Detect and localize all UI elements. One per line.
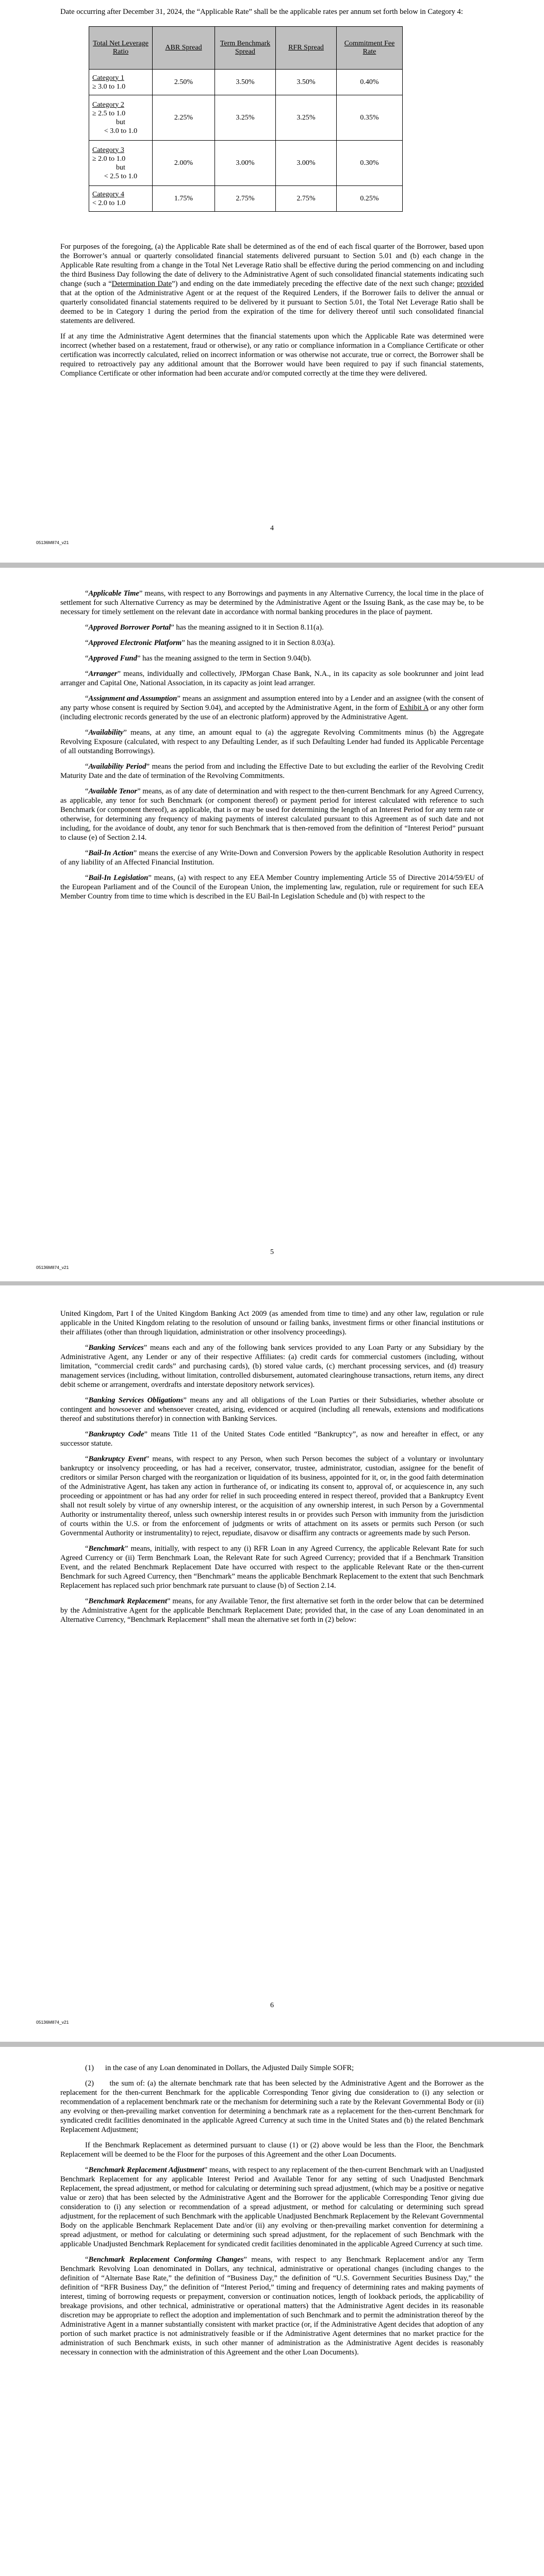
category-condition: < 2.0 to 1.0 (92, 199, 126, 207)
definition-availability: “Availability” means, at any time, an amount equal to (a) the aggregate Revolving Commitments minus (b) the Aggregate Revolving Exposure (calculated, with respect to any Defaulting Lender, as if such Defaulting Lender had funded its Applicable Percentage of all outstanding Borrowings). (60, 728, 484, 755)
page2-body (60, 589, 484, 907)
definition-benchmark: “Benchmark” means, initially, with respect to any (i) RFR Loan in any Agreed Currency, the applicable Relevant Rate for such Agreed Currency or (ii) Term Benchmark Loan, the Relevant Rate for such Agreed Currency; provided that if a Benchmark Transition Event, and the related Benchmark Replacement Date have occurred with respect to the applicable Relevant Rate or the then-current Benchmark for such Agreed Currency, then “Benchmark” means the applicable Benchmark Replacement to the extent that such Benchmark Replacement has replaced such prior benchmark rate pursuant to clause (b) of Section 2.14. (60, 1545, 484, 1590)
replacement-item-1: (1) in the case of any Loan denominated in Dollars, the Adjusted Daily Simple SOFR; (85, 2064, 354, 2072)
document-page-1 (0, 0, 544, 562)
table-row (89, 70, 403, 95)
document-id: 05136M874_v21 (36, 1265, 69, 1270)
definition-benchmark-replacement-adjustment: “Benchmark Replacement Adjustment” means, with respect to any replacement of the then-current Benchmark with an Unadjusted Benchmark Replacement for any applicable Interest Period and Available Tenor for any setting of such Unadjusted Benchmark Replacement, the spread adjustment, or method for calculating or determining such spread adjustment, (which may be a positive or negative value or zero) that has been selected by the Administrative Agent and the Borrower for the applicable Corresponding Tenor giving due consideration to (i) any selection or recommendation of a spread adjustment, or method for calculating or determining such spread adjustment, for the replacement of such Benchmark with the applicable Unadjusted Benchmark Replacement by the Relevant Governmental Body on the applicable Benchmark Replacement Date and/or (ii) any evolving or then-prevailing market convention for determining a spread adjustment, or method for calculating or determining such spread adjustment, for the replacement of such Benchmark with the applicable Unadjusted Benchmark Replacement for syndicated credit facilities denominated in the applicable Agreed Currency at such time. (60, 2166, 484, 2248)
bail-in-continuation: United Kingdom, Part I of the United Kingdom Banking Act 2009 (as amended from time to time) and any other law, regulation or rule applicable in the United Kingdom relating to the resolution of unsound or failing banks, investment firms or other financial institutions or their affiliates (other than through liquidation, administration or other insolvency proceedings). (60, 1310, 484, 1336)
table-row (89, 186, 403, 212)
rfr-value: 3.50% (276, 70, 337, 95)
document-page-2 (0, 569, 544, 1280)
defined-term: Determination Date (111, 280, 172, 288)
rfr-value: 3.00% (276, 141, 337, 186)
category-condition: but (116, 118, 125, 126)
page-number: 5 (270, 1248, 274, 1256)
replacement-item-2: (2) the sum of: (a) the alternate benchmark rate that has been selected by the Administrative Agent and the Borrower as the replacement for the then-current Benchmark for the applicable Corresponding Tenor giving due consideration to (i) any selection or recommendation of a replacement benchmark rate or the mechanism for determining such a rate by the Relevant Governmental Body or (ii) any evolving or then-prevailing market convention for determining a benchmark rate as a replacement for the then-current Benchmark for syndicated credit facilities denominated in the applicable Agreed Currency at such time in the United States and (b) the related Benchmark Replacement Adjustment; (60, 2079, 484, 2134)
term-value: 2.75% (215, 186, 276, 212)
fee-value: 0.40% (337, 70, 403, 95)
table-row (89, 141, 403, 186)
rfr-value: 3.25% (276, 95, 337, 141)
page-separator (0, 2042, 544, 2047)
definition-bail-in-legislation: “Bail-In Legislation” means, (a) with respect to any EEA Member Country implementing Article 55 of Directive 2014/59/EU of the European Parliament and of the Council of the European Union, the implementing law, regulation, rule or requirement for such EEA Member Country from time to time which is described in the EU Bail-In Legislation Schedule and (b) with respect to the (60, 874, 484, 901)
definition-available-tenor: “Available Tenor” means, as of any date of determination and with respect to the then-current Benchmark for any Agreed Currency, as applicable, any tenor for such Benchmark (or component thereof) or payment period for interest calculated with reference to such Benchmark (or component thereof), as applicable, that is or may be used for determining the length of an Interest Period for any term rate or otherwise, for determining any frequency of making payments of interest calculated pursuant to this Agreement as of such date and not including, for the avoidance of doubt, any tenor for such Benchmark that is then-removed from the definition of “Interest Period” pursuant to clause (e) of Section 2.14. (60, 787, 484, 842)
rfr-value: 2.75% (276, 186, 337, 212)
category-cell (89, 70, 153, 95)
category-label: Category 2 (92, 100, 124, 109)
page-separator (0, 563, 544, 568)
definition-benchmark-conforming-changes: “Benchmark Replacement Conforming Changes” means, with respect to any Benchmark Replacement and/or any Term Benchmark Revolving Loan denominated in Dollars, any technical, administrative or operational changes (including changes to the definition of “Alternate Base Rate,” the definition of “Business Day,” the definition of “U.S. Government Securities Business Day,” the definition of “RFR Business Day,” the definition of “Interest Period,” timing and frequency of determining rates and making payments of interest, timing of borrowing requests or prepayment, conversion or continuation notices, length of lookback periods, the applicability of breakage provisions, and other technical, administrative or operational matters) that the Administrative Agent decides in its reasonable discretion may be appropriate to reflect the adoption and implementation of such Benchmark and to permit the administration thereof by the Administrative Agent in a manner substantially consistent with market practice (or, if the Administrative Agent decides that adoption of any portion of such market practice is not administratively feasible or if the Administrative Agent determines that no market practice for the administration of such Benchmark exists, in such other manner of administration as the Administrative Agent decides is reasonably necessary in connection with the administration of this Agreement and the other Loan Documents). (60, 2256, 484, 2357)
category-cell (89, 95, 153, 141)
document-id: 05136M874_v21 (36, 540, 69, 545)
category-condition: < 3.0 to 1.0 (104, 127, 138, 135)
category-label: Category 4 (92, 190, 124, 198)
page-number: 6 (270, 2002, 274, 2009)
term-value: 3.25% (215, 95, 276, 141)
category-condition: < 2.5 to 1.0 (104, 172, 138, 180)
definition-benchmark-replacement: “Benchmark Replacement” means, for any Available Tenor, the first alternative set forth in the order below that can be determined by the Administrative Agent for the applicable Benchmark Replacement Date; provided that, in the case of any Loan denominated in an Alternative Currency, “Benchmark Replacement” shall mean the alternative set forth in (2) below: (60, 1597, 484, 1624)
exhibit-reference: Exhibit A (399, 704, 428, 712)
fee-value: 0.35% (337, 95, 403, 141)
fee-value: 0.25% (337, 186, 403, 212)
page4-body (60, 2063, 484, 2363)
fee-value: 0.30% (337, 141, 403, 186)
definition-applicable-time: “Applicable Time” means, with respect to any Borrowings and payments in any Alternative Currency, the local time in the place of settlement for such Alternative Currency as may be determined by the Administrative Agent or the Issuing Bank, as the case may be, to be necessary for timely settlement on the relevant date in accordance with normal banking procedures in the place of payment. (60, 589, 484, 616)
page1-intro: Date occurring after December 31, 2024, the “Applicable Rate” shall be the applicable rates per annum set forth below in Category 4: (60, 8, 463, 16)
table-row (89, 95, 403, 141)
table-header-leverage: Total Net Leverage Ratio (89, 27, 153, 70)
floor-paragraph: If the Benchmark Replacement as determined pursuant to clause (1) or (2) above would be less than the Floor, the Benchmark Replacement will be deemed to be the Floor for the purposes of this Agreement and the other Loan Documents. (60, 2141, 484, 2159)
definition-approved-fund: “Approved Fund” has the meaning assigned to the term in Section 9.04(b). (85, 654, 311, 663)
definition-bankruptcy-event: “Bankruptcy Event” means, with respect to any Person, when such Person becomes the subject of a voluntary or involuntary bankruptcy or insolvency proceeding, or has had a receiver, conservator, trustee, administrator, custodian, assignee for the benefit of creditors or similar Person charged with the reorganization or liquidation of its business, appointed for it, or, in the good faith determination of the Administrative Agent, has taken any action in furtherance of, or indicating its consent to, approval of, or acquiescence in, any such proceeding or appointment or has had any order for relief in such proceeding entered in respect thereof, provided that a Bankruptcy Event shall not result solely by virtue of any ownership interest, or the acquisition of any ownership interest, in such Person by a Governmental Authority or instrumentality thereof, unless such ownership interest results in or provides such Person with immunity from the jurisdiction of courts within the U.S. or from the enforcement of judgments or writs of attachment on its assets or permits such Person (or such Governmental Authority or instrumentality) to reject, repudiate, disavow or disaffirm any contracts or agreements made by such Person. (60, 1455, 484, 1537)
definition-approved-borrower-portal: “Approved Borrower Portal” has the meaning assigned to it in Section 8.11(a). (85, 623, 324, 632)
document-page-3 (0, 1285, 544, 2040)
table-header-rfr: RFR Spread (276, 27, 337, 70)
definition-bail-in-action: “Bail-In Action” means the exercise of any Write-Down and Conversion Powers by the applicable Resolution Authority in respect of any liability of an Affected Financial Institution. (60, 849, 484, 867)
category-cell (89, 186, 153, 212)
definition-arranger: “Arranger” means, individually and collectively, JPMorgan Chase Bank, N.A., in its capacity as sole bookrunner and joint lead arranger and Capital One, National Association, in its capacity as joint lead arranger. (60, 670, 484, 687)
category-condition: ≥ 2.0 to 1.0 (92, 155, 126, 163)
page-number: 4 (270, 524, 274, 532)
category-condition: but (116, 163, 125, 172)
category-cell (89, 141, 153, 186)
definition-bankruptcy-code: “Bankruptcy Code” means Title 11 of the United States Code entitled “Bankruptcy”, as now and hereafter in effect, or any successor statute. (60, 1430, 484, 1448)
term-value: 3.50% (215, 70, 276, 95)
category-label: Category 1 (92, 74, 124, 82)
abr-value: 2.00% (153, 141, 215, 186)
table-header-commitment: Commitment Fee Rate (337, 27, 403, 70)
definition-approved-electronic-platform: “Approved Electronic Platform” has the meaning assigned to it in Section 8.03(a). (85, 639, 335, 647)
applicable-rate-table (89, 26, 403, 212)
page1-body-lower (60, 242, 484, 384)
document-page-4 (0, 2048, 544, 2576)
category-condition: ≥ 2.5 to 1.0 (92, 109, 126, 117)
page1-body (60, 7, 484, 23)
definition-assignment-assumption: “Assignment and Assumption” means an assignment and assumption entered into by a Lender and an assignee (with the consent of any party whose consent is required by Section 9.04), and accepted by the Administrative Agent, in the form of Exhibit A or any other form (including electronic records generated by the use of an electronic platform) approved by the Administrative Agent. (60, 694, 484, 721)
abr-value: 1.75% (153, 186, 215, 212)
category-label: Category 3 (92, 146, 124, 154)
abr-value: 2.50% (153, 70, 215, 95)
category-condition: ≥ 3.0 to 1.0 (92, 82, 126, 91)
document-id: 05136M874_v21 (36, 2020, 69, 2025)
definition-banking-services: “Banking Services” means each and any of the following bank services provided to any Loan Party or any Subsidiary by the Administrative Agent, any Lender or any of their respective Affiliates: (a) credit cards for commercial customers (including, without limitation, “commercial credit cards” and purchasing cards), (b) stored value cards, (c) merchant processing services, and (d) treasury management services (including, without limitation, controlled disbursement, automated clearinghouse transactions, return items, any direct debit scheme or arrangement, overdrafts and interstate depository network services). (60, 1344, 484, 1389)
term-value: 3.00% (215, 141, 276, 186)
provided-word: provided (457, 280, 484, 288)
determination-paragraph: For purposes of the foregoing, (a) the Applicable Rate shall be determined as of the end of each fiscal quarter of the Borrower, based upon the Borrower’s annual or quarterly consolidated financial statements delivered pursuant to Section 5.01 and (b) each change in the Applicable Rate resulting from a change in the Total Net Leverage Ratio shall be effective during the period commencing on and including the third Business Day following the date of delivery to the Administrative Agent of such consolidated financial statements indicating such change (such a “Determination Date”) and ending on the date immediately preceding the effective date of the next such change; provided that at the option of the Administrative Agent or at the request of the Required Lenders, if the Borrower fails to deliver the annual or quarterly consolidated financial statements required to be delivered by it pursuant to Section 5.01, the Total Net Leverage Ratio shall be deemed to be in Category 1 during the period from the expiration of the time for delivery thereof until such consolidated financial statements are delivered. (60, 243, 484, 325)
definition-banking-services-obligations: “Banking Services Obligations” means any and all obligations of the Loan Parties or their Subsidiaries, whether absolute or contingent and howsoever and whensoever created, arising, evidenced or acquired (including all renewals, extensions and modifications thereof and substitutions therefor) in connection with Banking Services. (60, 1396, 484, 1423)
page3-body (60, 1309, 484, 1631)
definition-availability-period: “Availability Period” means the period from and including the Effective Date to but excluding the earlier of the Revolving Credit Maturity Date and the date of termination of the Revolving Commitments. (60, 762, 484, 780)
table-header-abr: ABR Spread (153, 27, 215, 70)
abr-value: 2.25% (153, 95, 215, 141)
restatement-paragraph: If at any time the Administrative Agent determines that the financial statements upon which the Applicable Rate was determined were incorrect (whether based on a restatement, fraud or otherwise), or any ratio or compliance information in a Compliance Certificate or other certification was incorrectly calculated, relied on incorrect information or was otherwise not accurate, true or correct, the Borrower shall be required to retroactively pay any additional amount that the Borrower would have been required to pay if such financial statements, Compliance Certificate or other information had been accurate and/or computed correctly at the time they were delivered. (60, 332, 484, 378)
table-header-term: Term Benchmark Spread (215, 27, 276, 70)
